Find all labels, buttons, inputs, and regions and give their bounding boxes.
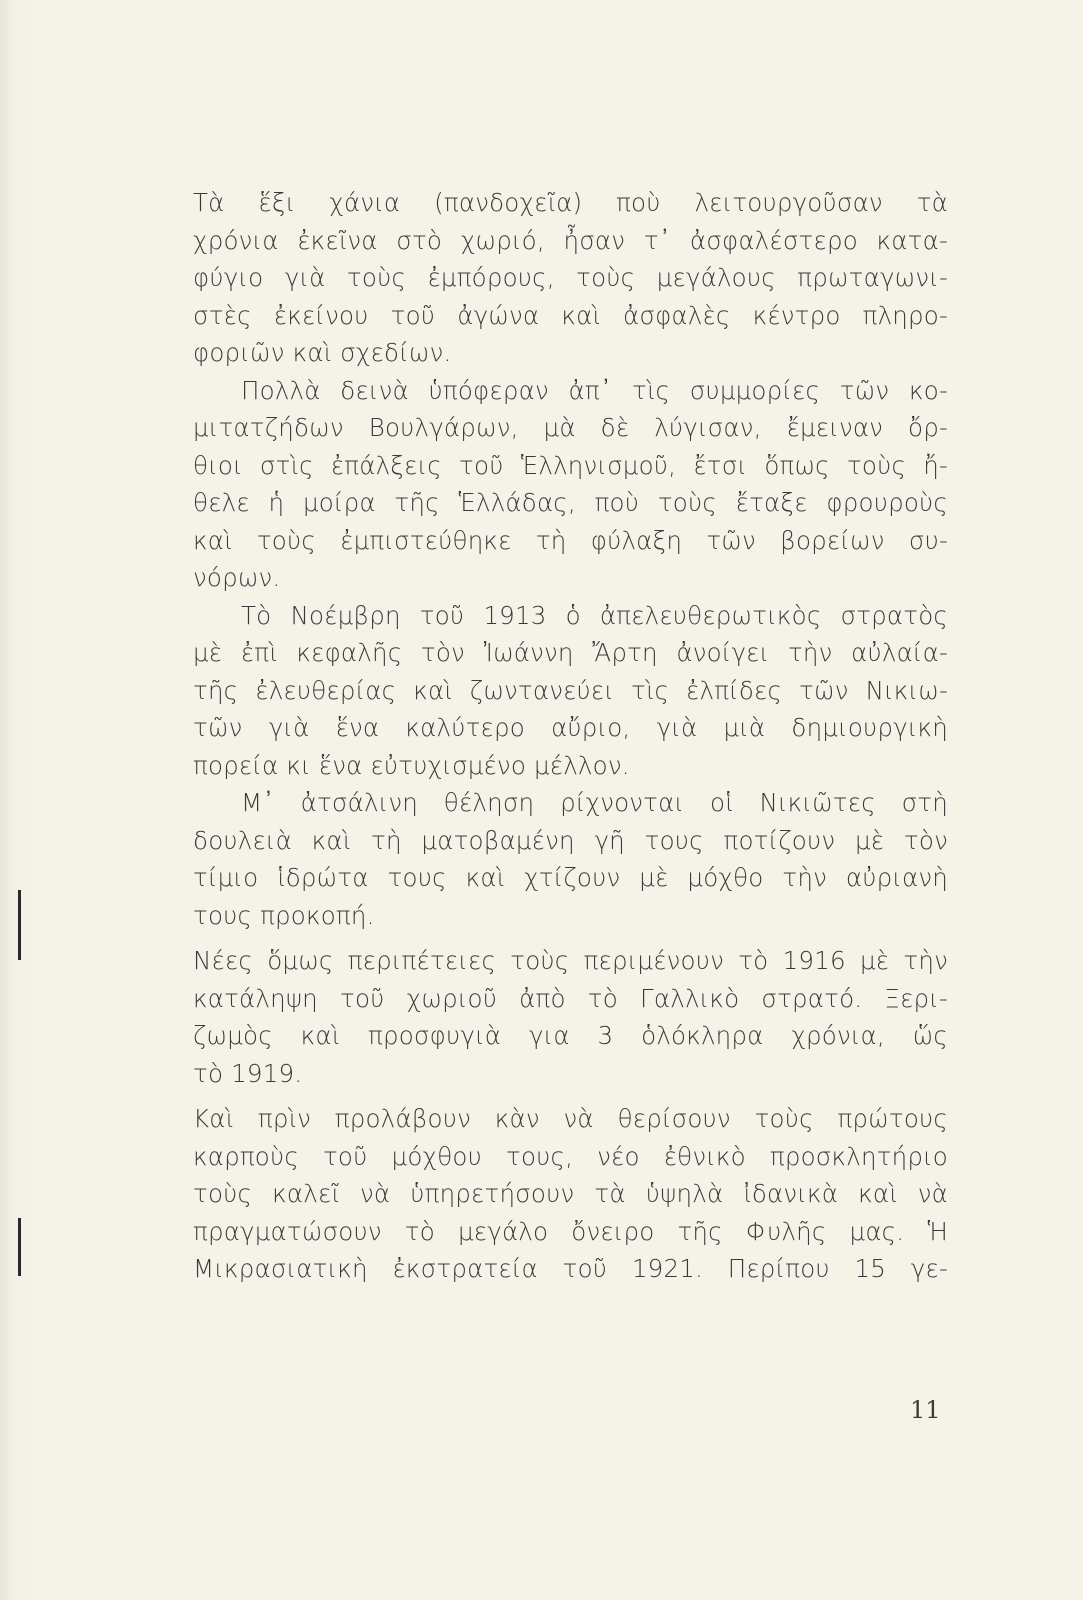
scan-edge-mark (18, 1218, 21, 1276)
text-line: θιοι στὶς ἐπάλξεις τοῦ Ἑλληνισμοῦ, ἔτσι ὅπως τοὺς ἤ- (193, 450, 948, 480)
text-line: κατάληψη τοῦ χωριοῦ ἀπὸ τὸ Γαλλικὸ στρατό. Ξερι- (193, 983, 948, 1013)
text-line: μὲ ἐπὶ κεφαλῆς τὸν Ἰωάννη Ἄρτη ἀνοίγει τὴν αὐλαία- (193, 638, 948, 667)
text-line: δουλειὰ καὶ τὴ ματοβαμένη γῆ τους ποτίζουν μὲ τὸν (193, 825, 948, 855)
text-line: μιτατζήδων Βουλγάρων, μὰ δὲ λύγισαν, ἔμειναν ὄρ- (193, 413, 948, 442)
text-line: τῆς ἐλευθερίας καὶ ζωντανεύει τὶς ἐλπίδες τῶν Νικιω- (193, 675, 948, 705)
text-line: χρόνια ἐκεῖνα στὸ χωριό, ἦσαν τ᾽ ἀσφαλέστερο κατα- (193, 225, 948, 255)
text-line: τίμιο ἱδρώτα τους καὶ χτίζουν μὲ μόχθο τὴν αὐριανὴ (193, 863, 948, 892)
text-line: Καὶ πρὶν προλάβουν κὰν νὰ θερίσουν τοὺς πρώτους (193, 1104, 948, 1133)
text-line: νόρων. (193, 563, 281, 592)
text-line: ζωμὸς καὶ προσφυγιὰ για 3 ὁλόκληρα χρόνια, ὥς (193, 1021, 948, 1050)
text-line: πορεία κι ἕνα εὐτυχισμένο μέλλον. (193, 750, 630, 780)
text-line: τους προκοπή. (193, 900, 375, 930)
text-line: φύγιο γιὰ τοὺς ἐμπόρους, τοὺς μεγάλους πρωταγωνι- (193, 263, 948, 292)
page-number: 11 (910, 1396, 941, 1424)
text-line: Τὰ ἕξι χάνια (πανδοχεῖα) ποὺ λειτουργοῦσαν τὰ (193, 188, 948, 217)
text-line: Μικρασιατικὴ ἐκστρατεία τοῦ 1921. Περίπου 15 γε- (193, 1254, 948, 1283)
text-line: Μ᾽ ἀτσάλινη θέληση ρίχνονται οἱ Νικιῶτες στὴ (241, 788, 948, 817)
body-text (193, 184, 948, 1288)
text-line: καρποὺς τοῦ μόχθου τους, νέο ἐθνικὸ προσκλητήριο (193, 1141, 948, 1171)
text-line: τῶν γιὰ ἕνα καλύτερο αὔριο, γιὰ μιὰ δημιουργικὴ (193, 713, 948, 742)
text-line: πραγματώσουν τὸ μεγάλο ὄνειρο τῆς Φυλῆς μας. Ἡ (193, 1216, 948, 1246)
text-line: τοὺς καλεῖ νὰ ὑπηρετήσουν τὰ ὑψηλὰ ἰδανικὰ καὶ νὰ (193, 1179, 948, 1208)
text-line: Τὸ Νοέμβρη τοῦ 1913 ὁ ἀπελευθερωτικὸς στρατὸς (241, 600, 948, 630)
text-line: τὸ 1919. (193, 1058, 303, 1088)
text-line: καὶ τοὺς ἐμπιστεύθηκε τὴ φύλαξη τῶν βορείων συ- (193, 525, 948, 555)
text-line: Νέες ὅμως περιπέτειες τοὺς περιμένουν τὸ 1916 μὲ τὴν (193, 946, 948, 975)
text-line: θελε ἡ μοίρα τῆς Ἑλλάδας, ποὺ τοὺς ἔταξε φρουροὺς (193, 488, 948, 517)
text-line: στὲς ἐκείνου τοῦ ἀγώνα καὶ ἀσφαλὲς κέντρο πληρο- (193, 300, 948, 330)
text-line: φοριῶν καὶ σχεδίων. (193, 338, 452, 367)
scan-edge-mark (18, 890, 21, 960)
text-line: Πολλὰ δεινὰ ὑπόφεραν ἀπ᾽ τὶς συμμορίες τῶν κο- (241, 375, 948, 405)
